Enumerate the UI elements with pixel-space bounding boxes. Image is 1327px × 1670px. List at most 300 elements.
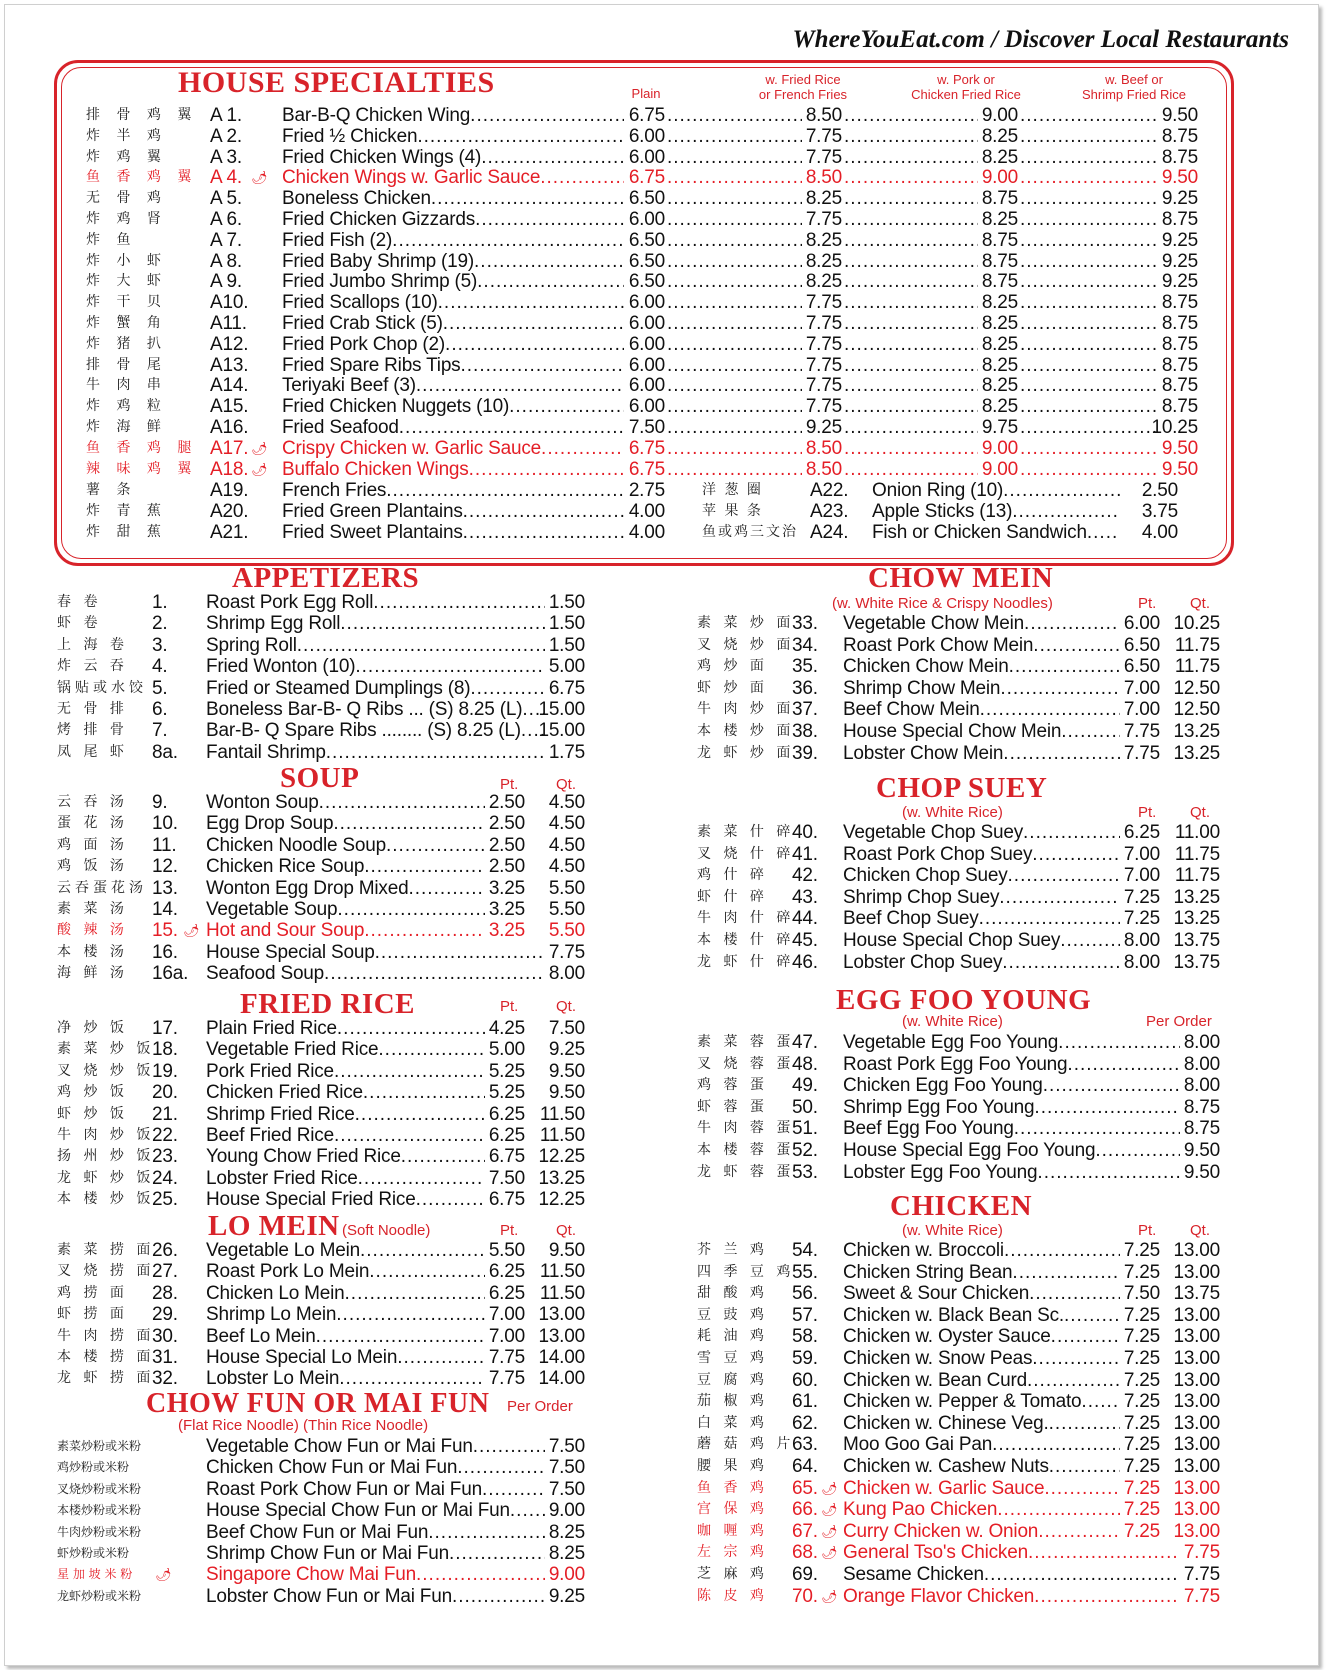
chow-mein-item-row (0, 635, 1327, 656)
dot-leader (445, 334, 624, 355)
item-price-pint: 7.25 (1123, 1499, 1160, 1521)
item-label: Chicken w. Cashew Nuts (843, 1456, 1049, 1477)
item-price-pint: 7.00 (488, 1304, 525, 1326)
item-price-pint: 7.50 (1123, 1283, 1160, 1305)
item-price: 6.75 (628, 458, 665, 480)
item-chinese: 排 骨 鸡 翼 (86, 107, 198, 123)
item-price: 9.00 (981, 167, 1018, 189)
egg-foo-young-item-row (0, 1162, 1327, 1183)
item-price: 8.25 (981, 313, 1018, 334)
item-number: 23. (152, 1146, 178, 1168)
item-label: Lobster Egg Foo Young (843, 1161, 1038, 1183)
item-name (843, 822, 1120, 843)
item-name (843, 1370, 1120, 1391)
item-name (282, 230, 624, 251)
item-name (843, 930, 1120, 951)
house-item-row (0, 105, 1327, 126)
egg-foo-young-item-row (0, 1032, 1327, 1053)
item-name (282, 375, 624, 396)
item-label: Chicken w. Bean Curd (843, 1369, 1027, 1391)
item-price-quart: 13.00 (1173, 1520, 1220, 1542)
item-label: Vegetable Lo Mein (206, 1240, 360, 1261)
item-number: 52. (792, 1140, 818, 1161)
item-label: Singapore Chow Mai Fun (206, 1564, 416, 1586)
item-price-quart: 9.50 (548, 1240, 585, 1261)
dot-leader (477, 271, 624, 292)
item-price-quart: 5.50 (548, 877, 585, 899)
dot-leader (1003, 480, 1120, 501)
item-number: 33. (792, 613, 818, 634)
item-price: 3.75 (1141, 501, 1178, 522)
item-label: Roast Pork Egg Roll (206, 592, 374, 613)
item-label: Young Chow Fried Rice (206, 1146, 401, 1168)
quart-header: Qt. (1190, 1222, 1211, 1239)
item-chinese: 叉 烧 蓉 蛋 (697, 1055, 795, 1072)
item-price-quart: 13.00 (538, 1325, 585, 1347)
item-label: Chicken w. Snow Peas (843, 1348, 1033, 1369)
item-chinese: 牛 肉 炒 面 (697, 701, 795, 718)
item-label: Chicken w. Black Bean Sc. (843, 1304, 1064, 1326)
item-number: 64. (792, 1456, 818, 1477)
chicken-item-row (0, 1413, 1327, 1434)
item-price: 6.00 (628, 292, 665, 314)
item-name (872, 480, 1120, 501)
item-price-quart: 11.50 (539, 1103, 585, 1125)
item-price: 9.50 (1161, 105, 1198, 126)
item-label: Egg Drop Soup (206, 813, 334, 835)
item-chinese: 炸 猪 扒 (86, 335, 167, 352)
item-price-quart: 13.00 (1173, 1434, 1220, 1456)
hot-spicy-icon: 🌶 (251, 440, 268, 456)
item-label: Beef Egg Foo Young (843, 1118, 1014, 1140)
item-chinese: 凤 尾 虾 (57, 743, 128, 760)
item-name (843, 887, 1120, 908)
item-price: 9.00 (981, 105, 1018, 126)
pint-header: Pt. (500, 1222, 519, 1239)
item-price-quart: 11.75 (1174, 634, 1220, 656)
dot-leader (1014, 1118, 1180, 1139)
item-chinese: 炸 鸡 翼 (86, 148, 167, 165)
item-name (843, 1456, 1120, 1477)
item-number: 65. (792, 1477, 818, 1499)
item-chinese: 上 海 卷 (57, 636, 128, 653)
item-price: 8.75 (1161, 354, 1198, 376)
item-label: General Tso's Chicken (843, 1542, 1028, 1564)
item-chinese: 星 加 坡 米 粉 (57, 1567, 133, 1582)
item-chinese: 叉烧炒粉或米粉 (57, 1481, 142, 1496)
item-chinese: 素 菜 蓉 蛋 (697, 1034, 795, 1050)
item-price: 1.50 (548, 634, 585, 656)
item-label: Vegetable Soup (206, 899, 338, 920)
item-price-pint: 6.75 (488, 1189, 525, 1211)
item-price-pint: 7.75 (1123, 721, 1160, 742)
item-label: Teriyaki Beef (3) (282, 375, 416, 397)
item-chinese: 牛 肉 串 (86, 377, 167, 394)
item-price: 9.00 (981, 458, 1018, 480)
item-number: 58. (792, 1326, 818, 1348)
item-label: Moo Goo Gai Pan (843, 1434, 993, 1456)
item-price: 9.00 (981, 437, 1018, 459)
item-number: A14. (210, 375, 249, 397)
item-number: A11. (210, 313, 247, 334)
egg-foo-young-item-row (0, 1118, 1327, 1139)
item-label: Fried Chicken Gizzards (282, 209, 476, 230)
item-name (843, 1499, 1120, 1520)
item-label: Fried Baby Shrimp (19) (282, 250, 475, 272)
item-label: House Special Chow Mein (843, 721, 1062, 742)
appetizers-title: APPETIZERS (232, 562, 420, 594)
item-label: Fried Sweet Plantains (282, 522, 463, 543)
item-label: Fried Green Plantains (282, 501, 463, 522)
item-number: A23. (810, 501, 849, 522)
house-item-row (0, 396, 1327, 417)
item-number: 46. (792, 951, 818, 973)
item-price: 6.75 (628, 105, 665, 126)
dot-leader (416, 375, 624, 396)
chicken-item-row (0, 1391, 1327, 1412)
egg-foo-young-item-row (0, 1054, 1327, 1075)
item-name (872, 522, 1120, 543)
chop-suey-item-row (0, 908, 1327, 929)
item-label: Chicken w. Garlic Sauce (843, 1477, 1045, 1499)
item-chinese: 素菜炒粉或米粉 (57, 1439, 142, 1453)
item-price: 4.00 (628, 522, 665, 543)
hot-spicy-icon: 🌶 (183, 923, 200, 939)
item-label: Beef Lo Mein (206, 1325, 316, 1347)
item-label: Vegetable Chop Suey (843, 822, 1024, 843)
item-price: 6.50 (628, 250, 665, 272)
item-price-quart: 13.00 (1173, 1391, 1220, 1413)
item-price: 6.00 (628, 396, 665, 418)
item-price: 8.25 (981, 333, 1018, 355)
chop-suey-item-row (0, 930, 1327, 951)
item-price-quart: 11.75 (1174, 656, 1220, 678)
item-number: 4. (152, 656, 168, 678)
item-name (843, 1054, 1180, 1075)
item-number: 35. (792, 656, 818, 678)
chicken-item-row (0, 1521, 1327, 1542)
item-chinese: 本 楼 汤 (57, 943, 128, 960)
item-price: 8.00 (1183, 1032, 1220, 1053)
item-name (843, 1326, 1120, 1347)
item-label: Fried Chicken Wings (4) (282, 146, 482, 168)
item-name (843, 678, 1120, 699)
item-price-pint: 6.25 (1123, 822, 1160, 843)
item-number: A 5. (210, 188, 242, 210)
dot-leader (979, 908, 1120, 929)
item-price-quart: 4.50 (548, 813, 585, 835)
item-label: Roast Pork Chow Mein (843, 634, 1034, 656)
item-name (843, 1391, 1120, 1412)
dot-leader (460, 355, 624, 376)
item-price-quart: 13.00 (1173, 1456, 1220, 1477)
item-number: 17. (152, 1018, 178, 1039)
item-name (843, 613, 1120, 634)
item-price: 1.50 (548, 592, 585, 613)
item-price: 8.50 (805, 167, 842, 189)
dot-leader (1037, 1162, 1180, 1183)
item-chinese: 炸 干 贝 (86, 294, 167, 311)
item-name (282, 147, 624, 168)
item-price: 6.00 (628, 146, 665, 168)
item-price-quart: 7.75 (1183, 1585, 1220, 1607)
item-chinese: 牛 肉 什 碎 (697, 910, 795, 927)
chop-suey-item-row (0, 887, 1327, 908)
item-label: Onion Ring (10) (872, 480, 1004, 501)
item-name (843, 1521, 1120, 1542)
item-chinese: 腰 果 鸡 (697, 1458, 768, 1474)
item-label: Kung Pao Chicken (843, 1499, 998, 1521)
item-price-pint: 7.00 (1123, 865, 1160, 887)
item-price-quart: 13.00 (1173, 1240, 1220, 1261)
item-price-pint: 4.25 (488, 1018, 525, 1039)
item-label: Buffalo Chicken Wings (282, 458, 469, 480)
item-price-pint: 6.25 (488, 1261, 525, 1283)
item-price: 8.25 (981, 292, 1018, 314)
chow-mein-item-row (0, 699, 1327, 720)
item-price: 6.50 (628, 271, 665, 293)
dot-leader (1034, 1097, 1180, 1118)
item-label: Vegetable Chow Fun or Mai Fun (206, 1436, 473, 1457)
item-chinese: 豆 腐 鸡 (697, 1371, 768, 1388)
item-name (843, 844, 1120, 865)
item-number: 30. (152, 1325, 178, 1347)
item-price-pint: 2.50 (488, 834, 525, 856)
item-price-quart: 13.25 (1173, 886, 1220, 908)
dot-leader (470, 105, 624, 126)
quart-header: Qt. (1190, 595, 1211, 612)
item-price: 8.25 (981, 396, 1018, 418)
chow-mein-item-row (0, 678, 1327, 699)
item-name (843, 1413, 1120, 1434)
house-column-header-line: w. Beef or (1105, 72, 1163, 87)
item-chinese: 虾炒粉或米粉 (57, 1546, 130, 1560)
item-number: 56. (792, 1283, 818, 1305)
chop-suey-item-row (0, 822, 1327, 843)
egg-foo-young-item-row (0, 1097, 1327, 1118)
item-price-pint: 7.25 (1123, 908, 1160, 930)
item-label: Wonton Egg Drop Mixed (206, 877, 409, 899)
item-price: 1.50 (548, 613, 585, 635)
item-price: 6.50 (628, 229, 665, 251)
item-chinese: 素 菜 炒 饭 (57, 1041, 155, 1058)
item-chinese: 炸 海 鲜 (86, 419, 167, 435)
item-label: Chicken Rice Soup (206, 856, 365, 878)
item-price-quart: 13.75 (1173, 1283, 1220, 1305)
dot-leader (438, 292, 624, 313)
item-name (843, 1162, 1180, 1183)
house-item-row (0, 188, 1327, 209)
item-label: Lobster Chop Suey (843, 951, 1003, 973)
item-name (843, 1348, 1120, 1369)
item-price-pint: 5.25 (488, 1060, 525, 1082)
item-price: 8.25 (981, 375, 1018, 397)
item-name (843, 1434, 1120, 1455)
item-label: Apple Sticks (13) (872, 501, 1013, 522)
item-chinese: 蛋 花 汤 (57, 815, 128, 832)
item-chinese: 苹 果 条 (702, 503, 763, 519)
item-chinese: 酸 辣 汤 (57, 922, 128, 939)
item-chinese: 洋 葱 圈 (702, 482, 763, 498)
item-price: 7.75 (805, 396, 842, 418)
item-label: Vegetable Chow Mein (843, 613, 1025, 634)
item-chinese: 鱼 香 鸡 (697, 1479, 768, 1496)
item-label: Fried Seafood (282, 417, 399, 438)
item-label: Bar-B- Q Spare Ribs ........ (S) 8.25 (L) (206, 720, 521, 742)
house-item-row (0, 313, 1327, 334)
item-price-quart: 14.00 (538, 1368, 585, 1390)
item-price: 8.75 (1161, 209, 1198, 230)
soup-title: SOUP (280, 762, 360, 794)
lo-mein-subtitle: (Soft Noodle) (342, 1222, 431, 1239)
fried-rice-title: FRIED RICE (240, 988, 415, 1020)
chop-suey-item-row (0, 952, 1327, 973)
chicken-item-row (0, 1370, 1327, 1391)
item-price-quart: 4.50 (548, 834, 585, 856)
item-chinese: 叉 烧 什 碎 (697, 845, 795, 862)
item-price-pint: 7.00 (488, 1325, 525, 1347)
item-price-pint: 7.25 (1123, 886, 1160, 908)
item-price: 7.50 (548, 1436, 585, 1457)
chop-suey-subtitle: (w. White Rice) (902, 804, 1003, 821)
item-chinese: 锅贴或水饺 (57, 679, 147, 696)
item-name (282, 438, 624, 459)
house-specialties-title: HOUSE SPECIALTIES (178, 66, 495, 99)
item-label: Lobster Chow Mein (843, 742, 1004, 764)
item-price-pint: 6.75 (488, 1146, 525, 1168)
item-chinese: 叉 烧 炒 面 (697, 636, 795, 653)
item-label: Chicken Chop Suey (843, 865, 1008, 887)
item-price-quart: 13.00 (1173, 1304, 1220, 1326)
item-label: Roast Pork Lo Mein (206, 1261, 370, 1283)
item-chinese: 鱼或鸡三文治 (702, 524, 798, 540)
item-chinese: 甜 酸 鸡 (697, 1285, 768, 1302)
item-label: Wonton Soup (206, 792, 319, 813)
item-price-pint: 6.25 (488, 1282, 525, 1304)
item-chinese: 本 楼 蓉 蛋 (697, 1142, 795, 1158)
item-price-quart: 4.50 (548, 792, 585, 813)
item-price-pint: 7.25 (1123, 1304, 1160, 1326)
item-label: Fried ½ Chicken (282, 125, 418, 147)
item-label: Chicken Fried Rice (206, 1082, 363, 1104)
item-label: Fried Fish (2) (282, 229, 393, 251)
item-chinese: 排 骨 尾 (86, 356, 167, 373)
item-chinese: 鸡 面 汤 (57, 836, 128, 853)
house-item-row (0, 375, 1327, 396)
item-price: 9.50 (1183, 1161, 1220, 1183)
item-number: 36. (792, 677, 818, 699)
item-chinese: 虾 炒 面 (697, 679, 768, 696)
item-chinese: 素 菜 什 碎 (697, 824, 795, 840)
item-price-pint: 6.50 (1123, 634, 1160, 656)
item-price-quart: 9.25 (548, 1039, 585, 1061)
item-name (843, 699, 1120, 720)
item-number: 51. (792, 1118, 818, 1140)
item-price-quart: 13.00 (538, 1304, 585, 1326)
dot-leader (1028, 1542, 1178, 1563)
item-number: 13. (152, 877, 178, 899)
house-item-row (0, 334, 1327, 355)
item-number: 50. (792, 1096, 818, 1118)
item-name (282, 313, 624, 334)
item-name (282, 271, 624, 292)
item-price: 7.75 (805, 125, 842, 147)
item-number: A17. (210, 437, 249, 459)
item-number: A24. (810, 522, 849, 543)
item-number: 16a. (152, 963, 189, 985)
item-name (843, 743, 1120, 764)
item-chinese: 龙 虾 什 碎 (697, 953, 795, 970)
item-number: 28. (152, 1282, 178, 1304)
item-price: 8.75 (1161, 375, 1198, 397)
item-price-pint: 7.25 (1123, 1240, 1160, 1261)
item-chinese: 鸡 捞 面 (57, 1284, 128, 1301)
item-chinese: 牛肉炒粉或米粉 (57, 1524, 142, 1539)
egg-foo-young-item-row (0, 1140, 1327, 1161)
item-price-pint: 7.00 (1123, 677, 1160, 699)
item-label: Seafood Soup (206, 963, 325, 985)
item-chinese: 炸 小 虾 (86, 252, 167, 269)
house-item-row (0, 438, 1327, 459)
item-label: House Special Chow Fun or Mai Fun (206, 1500, 510, 1522)
item-price: 6.75 (628, 167, 665, 189)
house-column-header (1074, 72, 1194, 102)
house-extra-row (0, 480, 1327, 501)
item-label: Chicken Chow Mein (843, 656, 1009, 678)
dot-leader (373, 592, 545, 613)
item-chinese: 素 菜 炒 面 (697, 615, 795, 631)
item-label: Lobster Lo Mein (206, 1368, 340, 1390)
item-number: 37. (792, 699, 818, 721)
item-chinese: 豆 豉 鸡 (697, 1306, 768, 1323)
item-price-pint: 7.00 (1123, 699, 1160, 721)
item-name (282, 209, 624, 230)
item-label: Vegetable Egg Foo Young (843, 1032, 1059, 1053)
item-price-quart: 9.50 (548, 1082, 585, 1104)
item-price-pint: 7.25 (1123, 1261, 1160, 1283)
chicken-item-row (0, 1564, 1327, 1585)
item-name (843, 721, 1120, 742)
item-chinese: 鸡 炒 面 (697, 658, 768, 675)
item-price-quart: 13.75 (1173, 951, 1220, 973)
item-price: 8.25 (805, 250, 842, 272)
item-price-pint: 7.75 (488, 1368, 525, 1390)
item-price: 7.75 (805, 209, 842, 230)
item-price-pint: 2.50 (488, 792, 525, 813)
item-price-quart: 13.25 (1173, 742, 1220, 764)
item-chinese: 龙 虾 炒 饭 (57, 1169, 155, 1186)
item-chinese: 炸 鸡 肾 (86, 211, 167, 227)
item-price-quart: 12.50 (1173, 677, 1220, 699)
item-name (843, 1564, 1178, 1585)
item-number: 49. (792, 1075, 818, 1097)
item-price-quart: 7.75 (1183, 1542, 1220, 1564)
item-price: 7.50 (548, 1478, 585, 1500)
item-name (843, 1240, 1120, 1261)
item-price: 8.25 (981, 146, 1018, 168)
item-price-quart: 12.50 (1173, 699, 1220, 721)
item-chinese: 春 卷 (57, 594, 102, 610)
item-price: 6.00 (628, 375, 665, 397)
item-price-pint: 6.50 (1123, 656, 1160, 678)
item-label: Shrimp Egg Roll (206, 613, 341, 635)
item-number: 39. (792, 742, 818, 764)
item-label: House Special Soup (206, 941, 375, 963)
item-number: 20. (152, 1082, 178, 1104)
item-label: Roast Pork Chop Suey (843, 843, 1033, 865)
item-name (843, 1478, 1120, 1499)
item-number: 55. (792, 1261, 818, 1283)
